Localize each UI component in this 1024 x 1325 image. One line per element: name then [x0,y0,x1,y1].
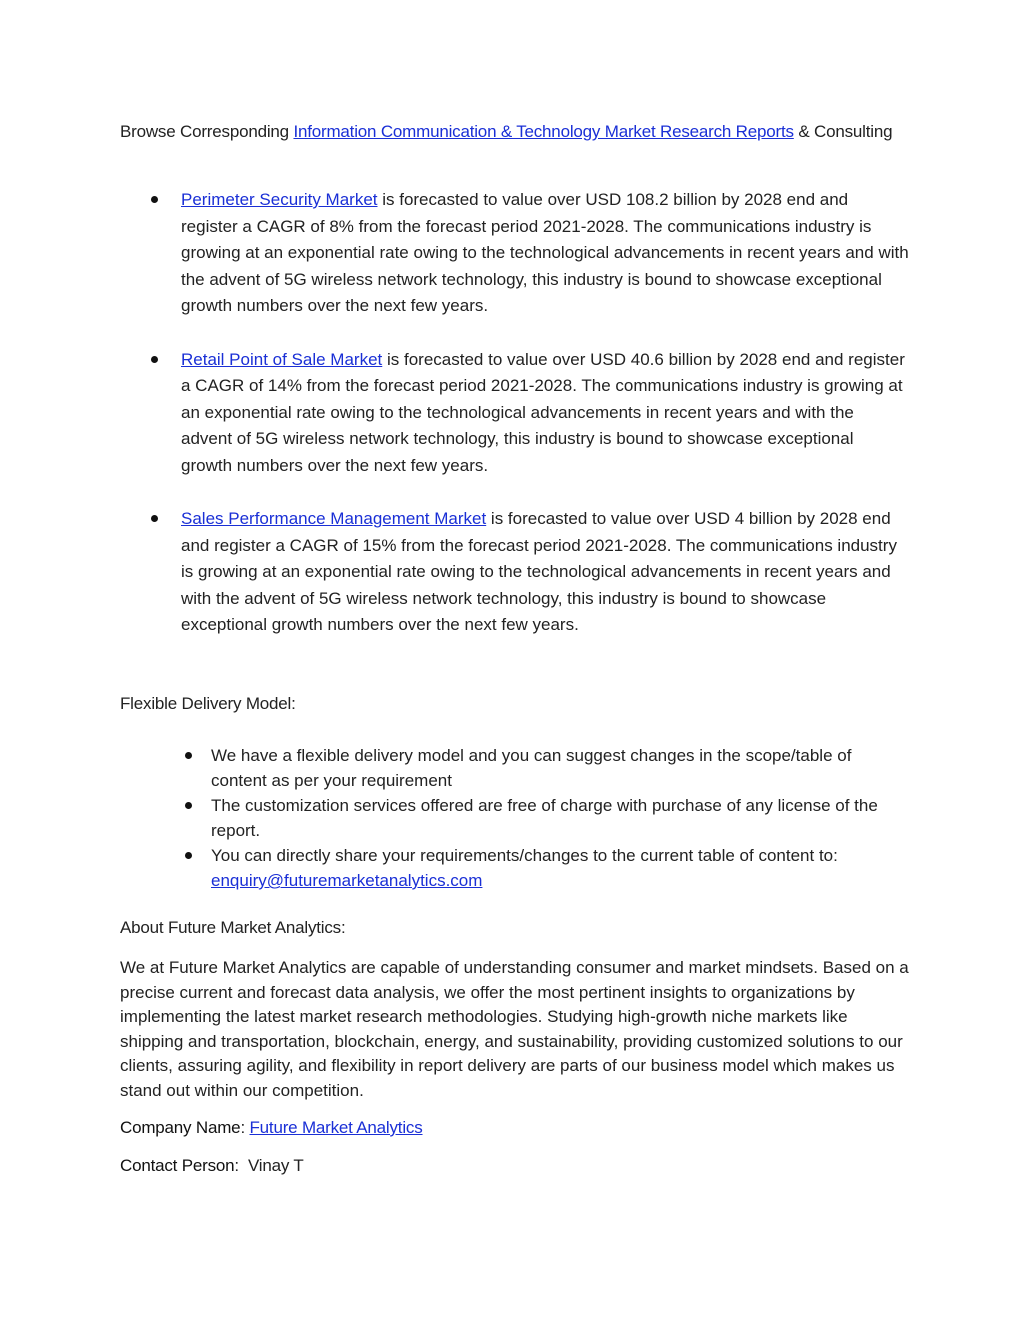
delivery-item-text: We have a flexible delivery model and you can suggest changes in the scope/table of content as per your requirement [211,746,852,790]
bullet-icon [151,515,158,522]
list-item [120,743,911,793]
contact-person-sep: : [234,1156,248,1175]
ict-reports-link[interactable]: Information Communication & Technology Market Research Reports [293,122,794,141]
market-list [120,187,910,666]
list-item [120,347,909,480]
contact-person-row [120,1153,910,1179]
delivery-heading: Flexible Delivery Model: [120,694,296,713]
market-description: is forecasted to value over USD 4 billion by 2028 end and register a CAGR of 15% from the forecast period 2021-2028. The communications industry is growing at an exponential rate owing to the technological advancements in recent years and with the advent of 5G wireless network technology, this industry is bound to showcase exceptional growth numbers over the next few years. [181,509,897,634]
sales-performance-management-market-link[interactable]: Sales Performance Management Market [181,509,487,528]
bullet-icon [185,802,192,809]
retail-point-of-sale-market-link[interactable]: Retail Point of Sale Market [181,349,383,369]
bullet-icon [185,752,192,759]
list-item [120,793,911,843]
contact-person-value: Vinay T [247,1156,304,1175]
list-item [120,843,911,893]
perimeter-security-market-link[interactable]: Perimeter Security Market [181,190,378,209]
bullet-icon [151,196,158,203]
contact-person-label: Contact Person [120,1156,235,1175]
list-item [120,187,909,320]
company-name-link[interactable]: Future Market Analytics [249,1118,423,1137]
enquiry-email-link[interactable]: enquiry@futuremarketanalytics.com [211,871,483,890]
bullet-icon [151,356,158,363]
about-body: We at Future Market Analytics are capable of understanding consumer and market mindsets. Based on a precise current and forecast data analysis, we offer the most pertinent insights to organizations by implementing the latest market research methodologies. Studying high-growth niche markets like shipping and transportation, blockchain, energy, and sustainability, providing customized solutions to our clients, assuring agility, and flexibility in report delivery are parts of our business model which makes us stand out within our competition. [120,958,909,1100]
market-description: is forecasted to value over USD 108.2 billion by 2028 end and register a CAGR of 8% from the forecast period 2021-2028. The communications industry is growing at an exponential rate owing to the technological advancements in recent years and with the advent of 5G wireless network technology, this industry is bound to showcase exceptional growth numbers over the next few years. [181,190,909,315]
delivery-list [120,743,910,893]
company-name-sep: : [240,1118,250,1137]
bullet-icon [185,852,192,859]
company-name-row [120,1115,910,1141]
company-name-label: Company Name [120,1118,241,1137]
browse-heading [120,119,910,145]
list-item [120,506,909,639]
delivery-item-text: The customization services offered are free of charge with purchase of any license of the report. [211,796,878,840]
about-heading: About Future Market Analytics: [120,918,346,937]
market-description: is forecasted to value over USD 40.6 billion by 2028 end and register a CAGR of 14% from the forecast period 2021-2028. The communications industry is growing at an exponential rate owing to the technological advancements in recent years and with the advent of 5G wireless network technology, this industry is bound to showcase exceptional growth numbers over the next few years. [181,349,905,475]
browse-suffix: & Consulting [793,122,893,141]
browse-prefix: Browse Corresponding [120,122,294,141]
delivery-item-text: You can directly share your requirements/changes to the current table of content to: [211,846,838,865]
